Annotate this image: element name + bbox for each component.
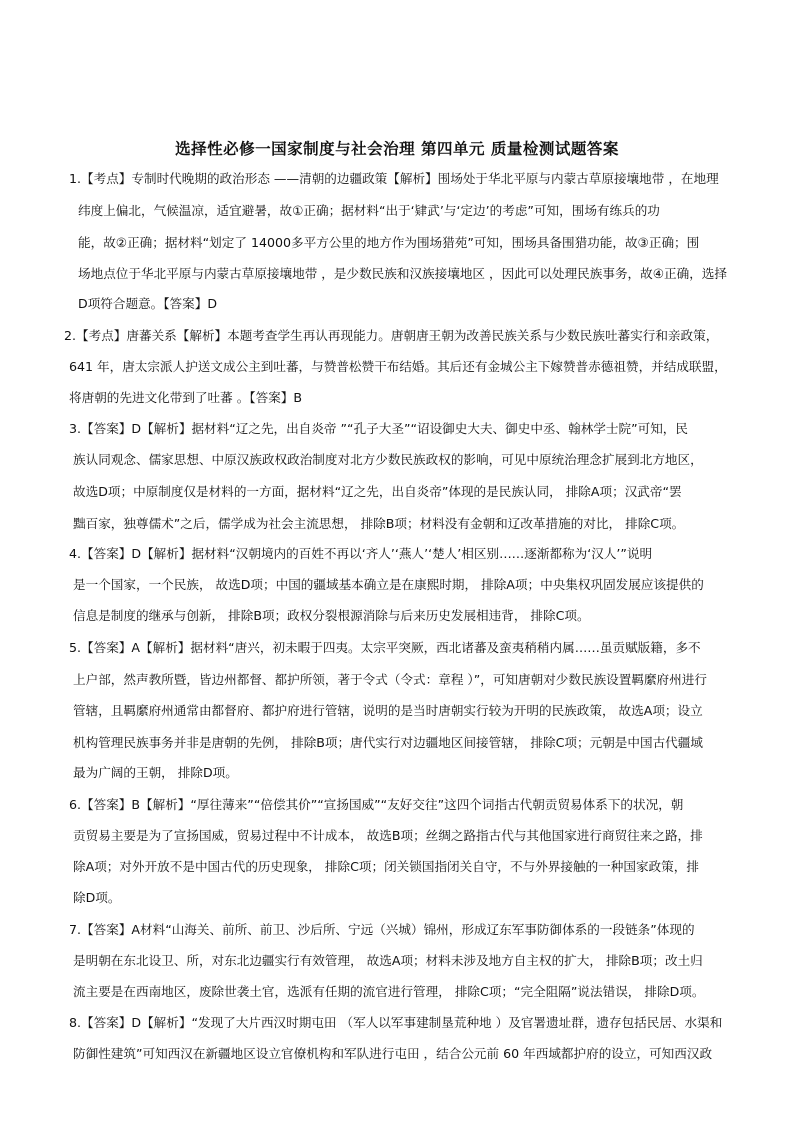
text-line: 黜百家，独尊儒术”之后，儒学成为社会主流思想， 排除B项；材料没有金朝和辽改革措施的对比， 排除C项。: [73, 516, 685, 531]
page-title: 选择性必修一国家制度与社会治理 第四单元 质量检测试题答案: [175, 140, 619, 158]
text-line: 管辖，且羁縻府州通常由都督府、都护府进行管辖，说明的是当时唐朝实行较为开明的民族政策， 故选A项；设立: [73, 703, 703, 718]
text-line: 贡贸易主要是为了宣扬国威，贸易过程中不计成本， 故选B项；丝绸之路指古代与其他国家进行商贸往来之路，排: [73, 828, 703, 843]
text-line: 3.【答案】D【解析】据材料“辽之先，出自炎帝 ”“孔子大圣”“诏设御史大夫、御史中丞、翰林学士院”可知，民: [69, 421, 688, 436]
text-line: 6.【答案】B【解析】“厚往薄来”“倍偿其价”“宣扬国威”“友好交往”这四个词指古代朝贡贸易体系下的状况，朝: [69, 797, 684, 812]
text-line: 是一个国家，一个民族， 故选D项；中国的疆域基本确立是在康熙时期， 排除A项；中央集权巩固发展应该提供的: [73, 577, 704, 592]
text-line: 信息是制度的继承与创新， 排除B项；政权分裂根源消除与后来历史发展相违背， 排除C项。: [73, 608, 590, 623]
text-line: 将唐朝的先进文化带到了吐蕃 。【答案】B: [69, 390, 303, 405]
text-line: 故选D项；中原制度仅是材料的一方面，据材料“辽之先，出自炎帝”体现的是民族认同， 排除A项；汉武帝“罢: [73, 484, 682, 499]
text-line: 是明朝在东北设卫、所，对东北边疆实行有效管理， 故选A项；材料未涉及地方自主权的扩大， 排除B项；改土归: [73, 953, 703, 968]
text-line: 2.【考点】唐蕃关系【解析】本题考查学生再认再现能力。唐朝唐王朝为改善民族关系与少数民族吐蕃实行和亲政策，: [64, 328, 719, 343]
text-line: 4.【答案】D【解析】据材料“汉朝境内的百姓不再以‘齐人’‘燕人’‘楚人’相区别……逐渐都称为‘汉人’”说明: [69, 546, 653, 561]
text-line: 641 年，唐太宗派人护送文成公主到吐蕃，与赞普松赞干布结婚。其后还有金城公主下嫁赞普赤德祖赞，并结成联盟，: [69, 359, 727, 374]
text-line: 能，故②正确；据材料“划定了 14000多平方公里的地方作为围场猎苑”可知，围场具备围猎功能，故③正确；围: [78, 235, 700, 250]
text-line: 1.【考点】专制时代晚期的政治形态 ——清朝的边疆政策【解析】围场处于华北平原与内蒙古草原接壤地带 ，在地理: [69, 171, 719, 186]
text-line: 8.【答案】D【解析】“发现了大片西汉时期屯田 （军人以军事建制垦荒种地 ）及官署遗址群，遗存包括民居、水渠和: [69, 1015, 723, 1030]
text-line: 流主要是在西南地区，废除世袭土官，选派有任期的流官进行管理， 排除C项；“完全阻隔”说法错误， 排除D项。: [73, 984, 705, 999]
text-line: 除A项；对外开放不是中国古代的历史现象， 排除C项；闭关锁国指闭关自守，不与外界接触的一种国家政策，排: [73, 859, 699, 874]
text-line: 最为广阔的王朝， 排除D项。: [73, 765, 238, 780]
text-line: 5.【答案】A【解析】据材料“唐兴，初未暇于四夷。太宗平突厥，西北诸蕃及蛮夷稍稍内属……虽贡赋版籍，多不: [69, 640, 701, 655]
text-line: 上户部，然声教所暨，皆边州都督、都护所领，著于令式（令式：章程 ）”，可知唐朝对少数民族设置羁縻府州进行: [73, 672, 707, 687]
text-line: D项符合题意。【答案】D: [78, 296, 218, 311]
text-line: 纬度上偏北，气候温凉，适宜避暑，故①正确；据材料“出于‘肄武’与‘定边’的考虑”可知，围场有练兵的功: [78, 203, 660, 218]
text-line: 机构管理民族事务并非是唐朝的先例， 排除B项；唐代实行对边疆地区间接管辖， 排除C项；元朝是中国古代疆域: [73, 735, 703, 750]
text-line: 防御性建筑”可知西汉在新疆地区设立官僚机构和军队进行屯田 ，结合公元前 60 年西域都护府的设立，可知西汉政: [73, 1046, 713, 1061]
text-line: 7.【答案】A材料“山海关、前所、前卫、沙后所、宁远（兴城）锦州，形成辽东军事防御体系的一段链条”体现的: [69, 922, 695, 937]
text-line: 除D项。: [73, 890, 121, 905]
text-line: 族认同观念、儒家思想、中原汉族政权政治制度对北方少数民族政权的影响，可见中原统治理念扩展到北方地区，: [73, 452, 703, 467]
text-line: 场地点位于华北平原与内蒙古草原接壤地带 ，是少数民族和汉族接壤地区 ，因此可以处理民族事务，故④正确，选择: [78, 266, 727, 281]
